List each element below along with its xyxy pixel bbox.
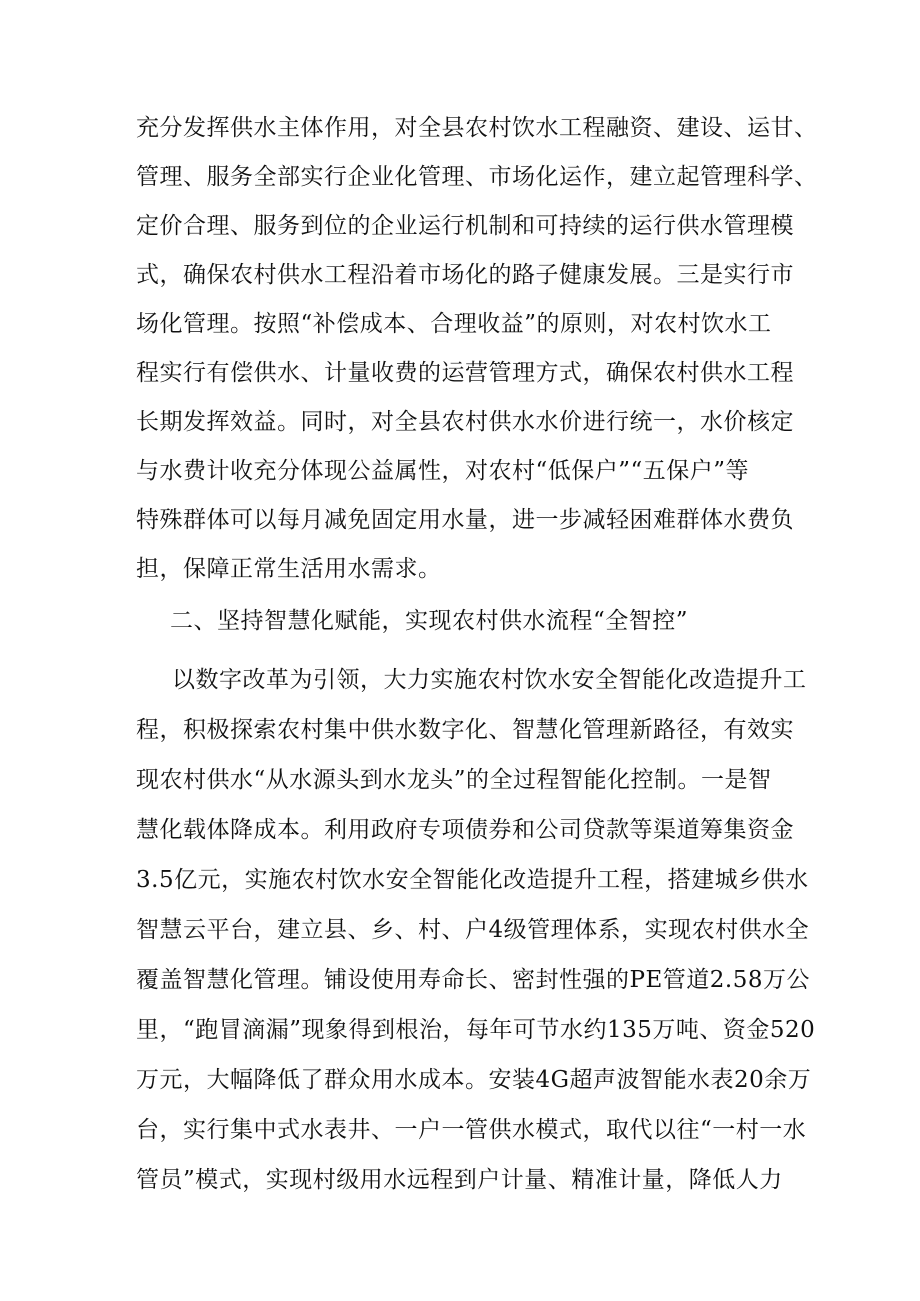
paragraph-line: 现农村供水“从水源头到水龙头”的全过程智能化控制。一是智: [136, 767, 772, 793]
section-heading: 二、坚持智慧化赋能，实现农村供水流程“全智控”: [170, 608, 689, 634]
paragraph-line: 长期发挥效益。同时，对全县农村供水水价进行统一，水价核定: [136, 409, 794, 435]
paragraph-line: 覆盖智慧化管理。铺设使用寿命长、密封性强的PE管道2.58万公: [136, 967, 810, 993]
paragraph-line: 担，保障正常生活用水需求。: [136, 556, 442, 582]
paragraph-line: 与水费计收充分体现公益属性，对农村“低保户”“五保户”等: [136, 458, 750, 484]
paragraph-line: 以数字改革为引领，大力实施农村饮水安全智能化改造提升工: [172, 667, 807, 693]
paragraph-line: 定价合理、服务到位的企业运行机制和可持续的运行供水管理模: [136, 213, 794, 239]
paragraph-line: 里，“跑冒滴漏”现象得到根治，每年可节水约135万吨、资金520: [136, 1017, 816, 1043]
paragraph-line: 程实行有偿供水、计量收费的运营管理方式，确保农村供水工程: [136, 360, 794, 386]
paragraph-line: 管员”模式，实现村级用水远程到户计量、精准计量，降低人力: [136, 1167, 783, 1193]
paragraph-line: 管理、服务全部实行企业化管理、市场化运作，建立起管理科学、: [136, 164, 818, 190]
paragraph-line: 充分发挥供水主体作用，对全县农村饮水工程融资、建设、运甘、: [136, 115, 818, 141]
paragraph-line: 特殊群体可以每月减免固定用水量，进一步减轻困难群体水费负: [136, 507, 794, 533]
paragraph-line: 场化管理。按照“补偿成本、合理收益”的原则，对农村饮水工: [136, 311, 772, 337]
paragraph-line: 万元，大幅降低了群众用水成本。安装4G超声波智能水表20余万: [136, 1067, 812, 1093]
paragraph-line: 程，积极探索农村集中供水数字化、智慧化管理新路径，有效实: [136, 717, 794, 743]
paragraph-line: 智慧云平台，建立县、乡、村、户4级管理体系，实现农村供水全: [136, 917, 810, 943]
paragraph-line: 慧化载体降成本。利用政府专项债券和公司贷款等渠道筹集资金: [136, 817, 794, 843]
paragraph-line: 式，确保农村供水工程沿着市场化的路子健康发展。三是实行市: [136, 262, 794, 288]
paragraph-line: 3.5亿元，实施农村饮水安全智能化改造提升工程，搭建城乡供水: [136, 867, 809, 893]
paragraph-line: 台，实行集中式水表井、一户一管供水模式，取代以往“一村一水: [136, 1117, 807, 1143]
